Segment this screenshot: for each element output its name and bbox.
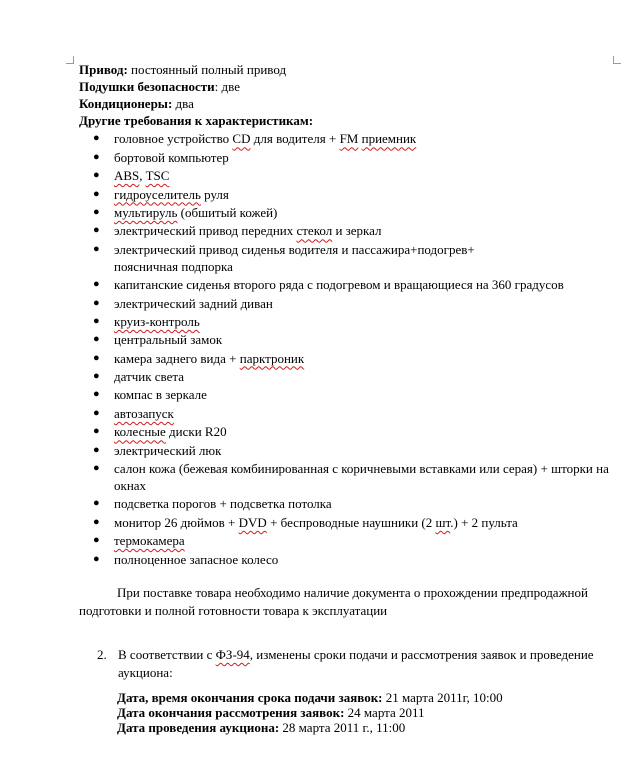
spellcheck-word: шт [435,514,451,530]
requirement-item [79,368,609,385]
spellcheck-word: FM [339,131,359,147]
aircon-value: два [172,96,194,111]
bullet-icon: ● [93,187,100,200]
requirement-text: подсветка порогов + подсветка потолка [114,496,332,512]
requirement-item [79,276,609,293]
requirement-item [79,204,609,221]
page-corner-marker-right [613,56,621,64]
requirement-text: центральный замок [114,332,223,348]
requirement-item [79,551,609,568]
requirement-text: диски R20 [165,424,227,440]
requirement-text-continued: окнах [114,478,147,494]
spellcheck-word: парктроник [239,350,305,366]
bullet-icon: ● [93,169,100,182]
requirements-heading: Другие требования к характеристикам: [79,113,314,128]
list-number: 2. [97,647,107,662]
requirement-item [79,350,609,367]
requirement-text: и зеркал [332,223,382,239]
requirement-item [79,386,609,403]
requirement-text: головное устройство [114,131,233,147]
spellcheck-word: автозапуск [114,405,174,421]
requirement-item [79,313,609,330]
requirement-text: электрический задний диван [114,295,273,311]
spellcheck-word: ABS [114,168,140,184]
delivery-paragraph: При поставке товара необходимо наличие документа о прохождении предпродажной подготовки и полной готовности товара к эксплуатации [79,585,588,618]
bullet-icon: ● [93,388,100,401]
spellcheck-word: термокамера [114,533,185,549]
law-reference: ФЗ-94 [215,647,250,662]
requirement-item [79,423,609,440]
aircon-line [79,95,609,112]
bullet-icon: ● [93,425,100,438]
drive-value: постоянный полный привод [127,62,287,77]
bullet-icon: ● [93,443,100,456]
requirement-text: (обшитый кожей) [177,204,278,220]
requirement-text: капитанские сиденья второго ряда с подогревом и вращающиеся на 360 градусов [114,277,564,293]
date-line [117,705,503,720]
requirement-item [79,532,609,549]
requirement-item [79,167,609,184]
requirement-text: полноценное запасное колесо [114,551,279,567]
spellcheck-word: DVD [238,514,267,530]
requirement-item [79,130,609,147]
document-body[interactable] [79,61,609,568]
airbags-line [79,78,609,95]
bullet-icon: ● [93,552,100,565]
date-value: 28 марта 2011 г., 11:00 [279,720,406,735]
bullet-icon: ● [93,242,100,255]
bullet-icon: ● [93,406,100,419]
requirement-text: монитор 26 дюймов + [114,514,239,530]
airbags-value: : две [214,79,240,94]
date-label: Дата проведения аукциона: [117,720,280,735]
drive-line [79,61,609,78]
requirement-item [79,405,609,422]
spellcheck-word: приемник [361,131,417,147]
requirement-text: электрический люк [114,442,222,458]
requirement-text: бортовой компьютер [114,149,229,165]
spellcheck-word: круиз-контроль [114,313,200,329]
requirement-item [79,495,609,512]
requirement-text: электрический привод передних [114,223,297,239]
requirement-item [79,442,609,459]
requirement-item [79,222,609,239]
requirement-text: камера заднего вида + [114,350,240,366]
airbags-label: Подушки безопасности [79,79,215,94]
bullet-icon: ● [93,370,100,383]
bullet-icon: ● [93,296,100,309]
requirement-text: электрический привод сиденья водителя и пассажира+подогрев+ [114,241,475,257]
spellcheck-word: стекол [296,223,333,239]
numbered-item-2 [79,646,599,682]
aircon-label: Кондиционеры: [79,96,173,111]
date-value: 24 марта 2011 [344,705,425,720]
date-value: 21 марта 2011г, 10:00 [382,690,503,705]
requirement-item [79,331,609,348]
spellcheck-word: мультируль [114,204,178,220]
page-corner-marker-left [66,56,74,64]
spellcheck-word: TSC [145,168,170,184]
requirement-item [79,460,609,494]
bullet-icon: ● [93,150,100,163]
bullet-icon: ● [93,314,100,327]
requirement-item [79,514,609,531]
requirement-text: .) + 2 пульта [450,514,518,530]
date-label: Дата, время окончания срока подачи заявок: [117,690,383,705]
numbered-item-text: В соответствии с ФЗ-94, изменены сроки подачи и рассмотрения заявок и проведение аукциона: [118,647,594,680]
drive-label: Привод: [79,62,128,77]
requirement-item [79,186,609,203]
spellcheck-word: колесные [114,424,166,440]
spellcheck-word: CD [232,131,251,147]
bullet-icon: ● [93,534,100,547]
date-label: Дата окончания рассмотрения заявок: [117,705,345,720]
requirement-text: для водителя + [250,131,340,147]
bullet-icon: ● [93,205,100,218]
bullet-icon: ● [93,278,100,291]
requirement-item [79,241,609,275]
requirement-text: салон кожа (бежевая комбинированная с коричневыми вставками или серая) + шторки на [114,461,609,477]
bullet-icon: ● [93,351,100,364]
bullet-icon: ● [93,515,100,528]
requirement-item [79,295,609,312]
requirement-text: , [139,168,146,184]
bullet-icon: ● [93,224,100,237]
requirements-list [79,130,609,567]
requirement-text: датчик света [114,369,185,385]
requirement-text: + беспроводные наушники (2 [266,514,436,530]
date-line [117,720,503,735]
date-line [117,690,503,705]
bullet-icon: ● [93,333,100,346]
bullet-icon: ● [93,497,100,510]
requirement-text-continued: поясничная подпорка [114,258,233,274]
auction-dates [117,690,503,735]
spellcheck-word: гидроуселитель [114,186,201,202]
requirement-text: компас в зеркале [114,387,207,403]
requirement-item [79,149,609,166]
bullet-icon: ● [93,462,100,475]
requirement-text: руля [200,186,229,202]
bullet-icon: ● [93,132,100,145]
